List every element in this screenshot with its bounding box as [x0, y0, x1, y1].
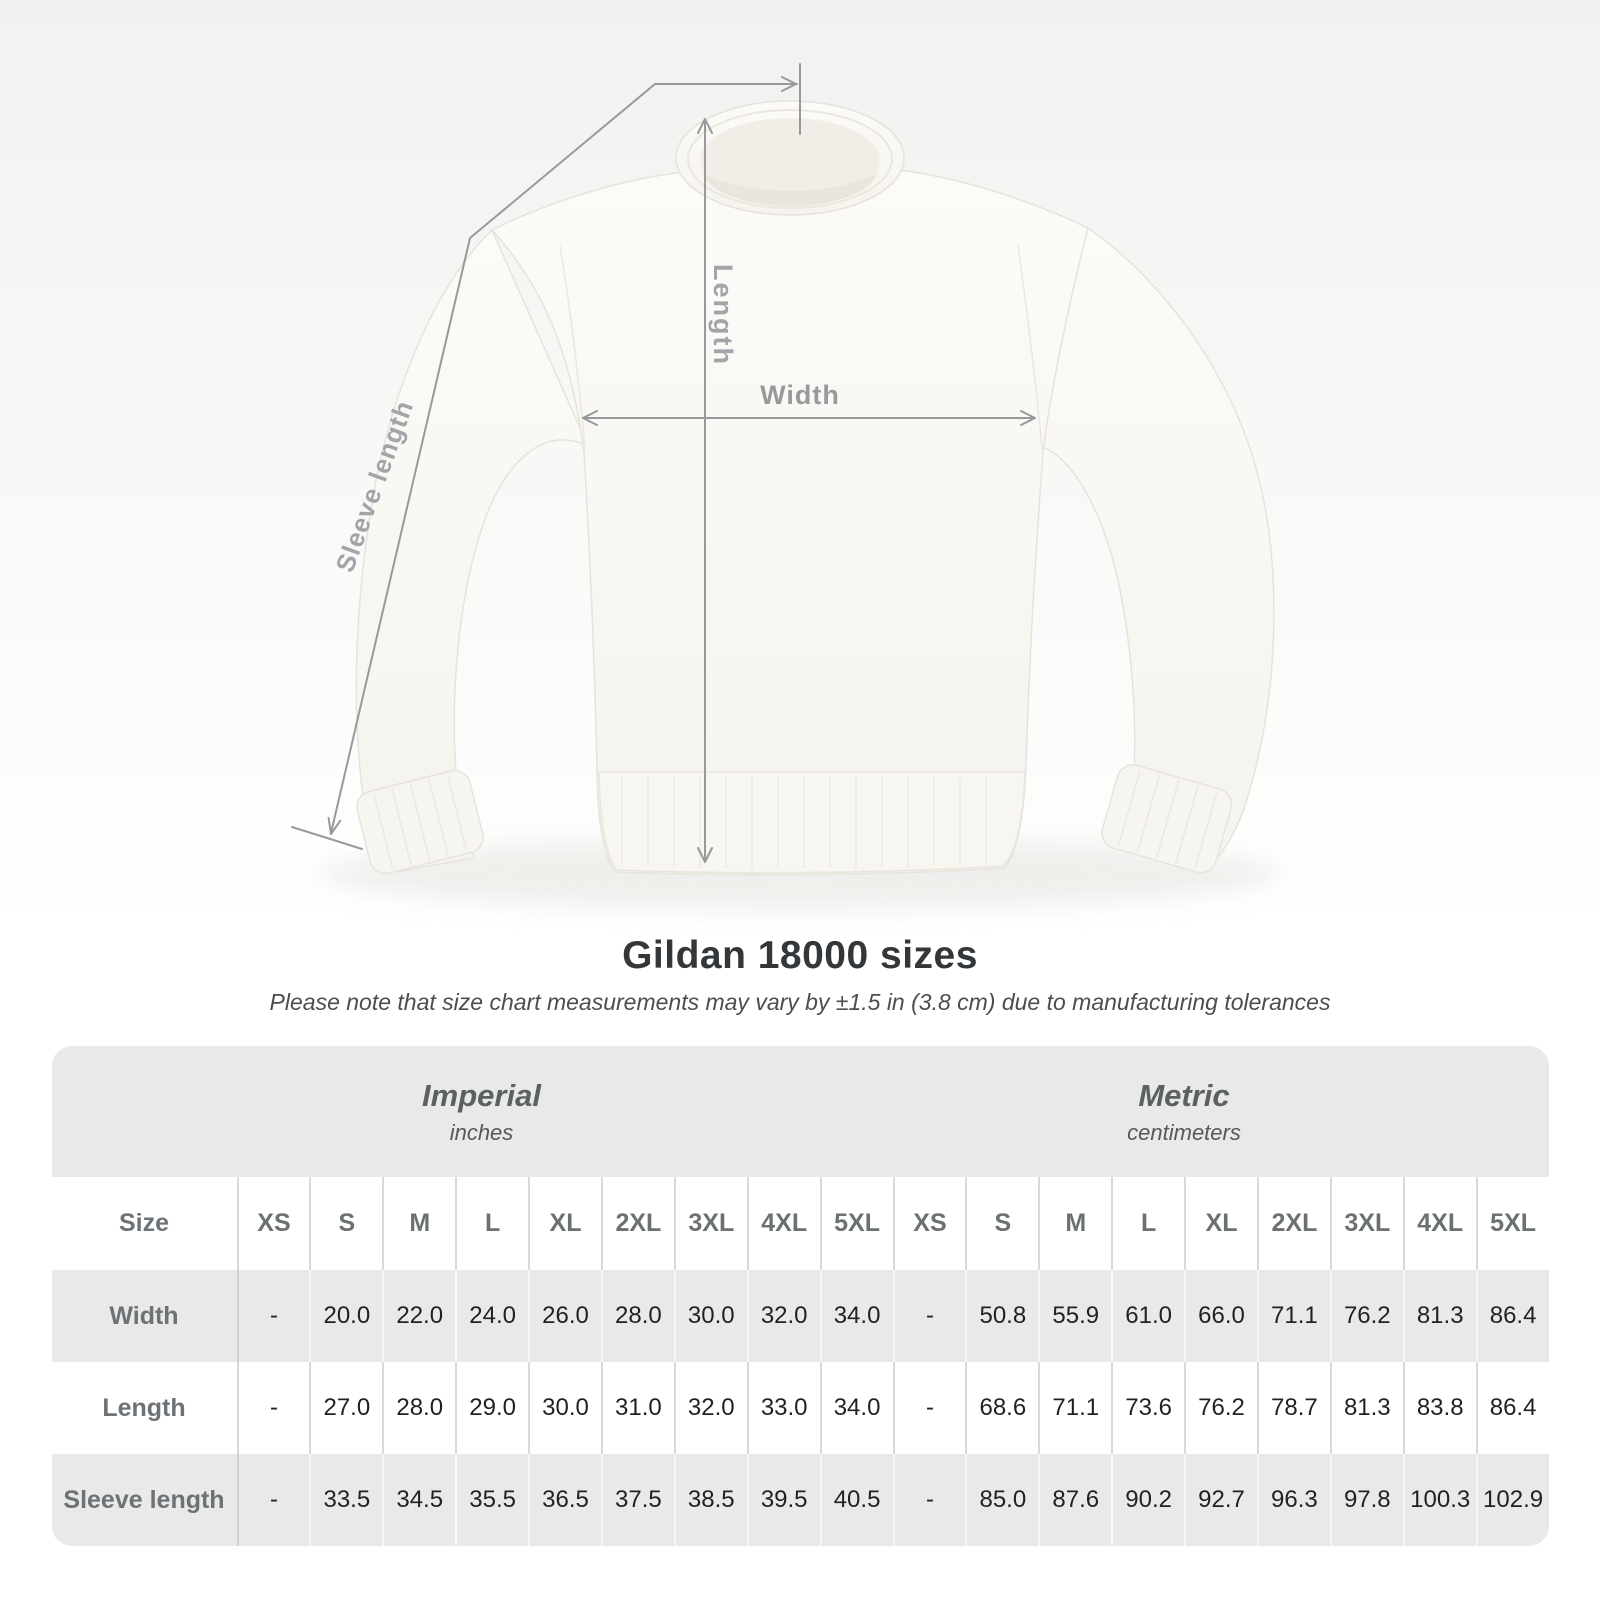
size-column-header: Size [118, 1209, 170, 1237]
centimeters-label: centimeters [1127, 1119, 1241, 1145]
size-chart-table [52, 1046, 1549, 1546]
unit-system-row [52, 1046, 1549, 1177]
sleeve-length-dimension-label: Sleeve length [329, 396, 420, 577]
sleeve-length-row-label: Sleeve length [63, 1485, 225, 1514]
size-header-imperial-2xl: 2XL [601, 1177, 674, 1270]
width-row: Width - 20.0 22.0 24.0 26.0 28.0 30.0 32.0 34.0 - 50.8 55.9 61.0 66.0 71.1 76.2 81.3 86.4 [52, 1270, 1549, 1362]
size-header-imperial-l: L [455, 1177, 528, 1270]
size-header-imperial-xs: XS [237, 1177, 310, 1270]
size-header-metric-l: L [1111, 1177, 1184, 1270]
size-header-row [52, 1177, 1549, 1270]
size-header-metric-s: S [965, 1177, 1038, 1270]
metric-group-header [912, 1079, 1457, 1145]
width-dimension-label: Width [760, 380, 840, 410]
imperial-group-header [52, 1079, 912, 1145]
size-header-imperial-m: M [382, 1177, 455, 1270]
sleeve-length-row: Sleeve length - 33.5 34.5 35.5 36.5 37.5 38.5 39.5 40.5 - 85.0 87.6 90.2 92.7 96.3 97.8 100.3 102.9 [52, 1454, 1549, 1546]
length-row: Length - 27.0 28.0 29.0 30.0 31.0 32.0 33.0 34.0 - 68.6 71.1 73.6 76.2 78.7 81.3 83.8 86.4 [52, 1362, 1549, 1454]
inches-label: inches [449, 1119, 514, 1145]
size-header-imperial-4xl: 4XL [747, 1177, 820, 1270]
collar [676, 101, 904, 215]
length-row-label: Length [102, 1393, 186, 1422]
metric-label: Metric [1138, 1077, 1230, 1113]
size-header-metric-5xl: 5XL [1476, 1177, 1549, 1270]
tolerance-note: Please note that size chart measurements may vary by ±1.5 in (3.8 cm) due to manufacturing tolerances [269, 989, 1331, 1015]
size-header-imperial-s: S [309, 1177, 382, 1270]
size-header-metric-xs: XS [893, 1177, 966, 1270]
size-header-metric-4xl: 4XL [1403, 1177, 1476, 1270]
size-header-imperial-xl: XL [528, 1177, 601, 1270]
imperial-label: Imperial [422, 1077, 541, 1113]
width-row-label: Width [109, 1301, 179, 1330]
size-header-metric-3xl: 3XL [1330, 1177, 1403, 1270]
garment-body [492, 170, 1088, 875]
page-title: Gildan 18000 sizes [622, 934, 978, 977]
size-header-imperial-5xl: 5XL [820, 1177, 893, 1270]
cuff-tick [292, 827, 362, 849]
size-header-metric-2xl: 2XL [1257, 1177, 1330, 1270]
size-header-metric-xl: XL [1184, 1177, 1257, 1270]
size-header-imperial-3xl: 3XL [674, 1177, 747, 1270]
size-header-metric-m: M [1038, 1177, 1111, 1270]
length-dimension-label: Length [708, 264, 738, 366]
